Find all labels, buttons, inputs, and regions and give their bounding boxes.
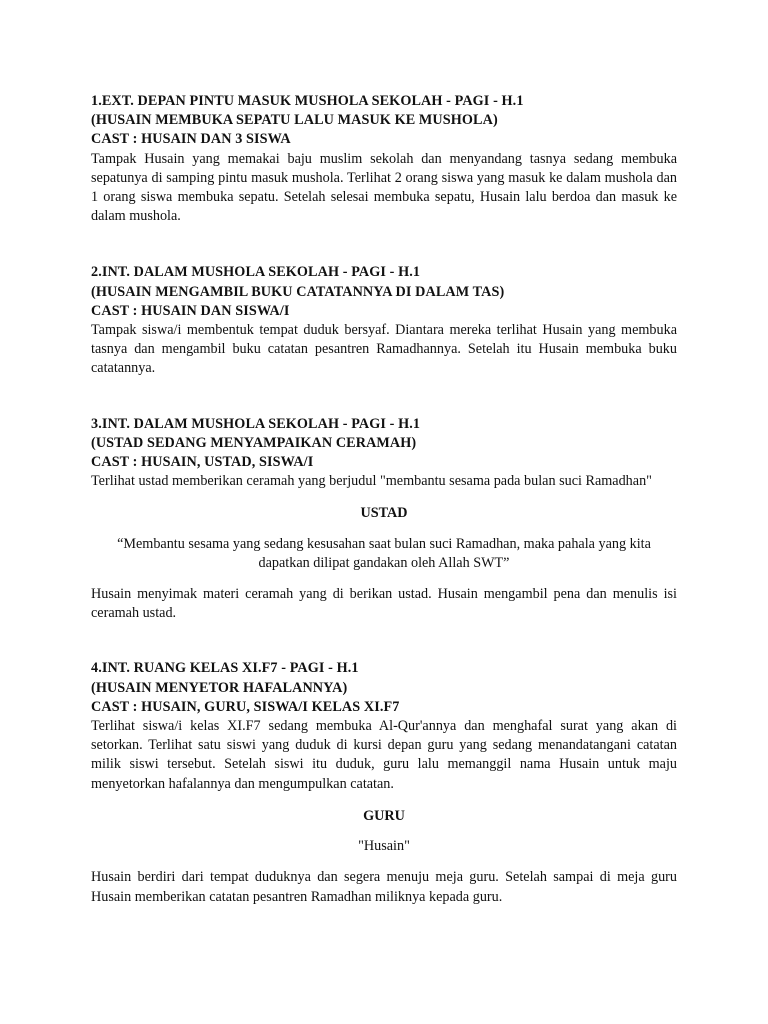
- dialogue-line: "Husain": [358, 838, 410, 855]
- scene-heading: 4.INT. RUANG KELAS XI.F7 - PAGI - H.1: [91, 660, 359, 677]
- scene-heading: 2.INT. DALAM MUSHOLA SEKOLAH - PAGI - H.1: [91, 264, 421, 281]
- scene-subheading: (HUSAIN MEMBUKA SEPATU LALU MASUK KE MUSHOLA): [91, 112, 498, 129]
- scene-action: Tampak Husain yang memakai baju muslim sekolah dan menyandang tasnya sedang membuka sepatunya di samping pintu masuk mushola. Terlihat 2 orang siswa yang masuk ke dalam mushola dan 1 orang siswa membuka sepatu. Setelah selesai membuka sepatu, Husain lalu berdoa dan masuk ke dalam mushola.: [91, 150, 677, 225]
- scene-subheading: (HUSAIN MENGAMBIL BUKU CATATANNYA DI DALAM TAS): [91, 283, 505, 300]
- scene-action-after: Husain berdiri dari tempat duduknya dan segera menuju meja guru. Setelah sampai di meja guru Husain memberikan catatan pesantren Ramadhan miliknya kepada guru.: [91, 869, 677, 905]
- character-name: GURU: [363, 807, 405, 824]
- scene-cast: CAST : HUSAIN DAN 3 SISWA: [91, 131, 291, 148]
- scene-action-after: Husain menyimak materi ceramah yang di berikan ustad. Husain mengambil pena dan menulis isi ceramah ustad.: [91, 586, 677, 622]
- scene-2: [91, 263, 677, 378]
- scene-cast: CAST : HUSAIN, USTAD, SISWA/I: [91, 454, 314, 471]
- dialogue-line: “Membantu sesama yang sedang kesusahan saat bulan suci Ramadhan, maka pahala yang kita dapatkan dilipat gandakan oleh Allah SWT”: [117, 535, 651, 571]
- scene-subheading: (USTAD SEDANG MENYAMPAIKAN CERAMAH): [91, 434, 417, 451]
- scene-action: Terlihat siswa/i kelas XI.F7 sedang membuka Al-Qur'annya dan menghafal surat yang akan di setorkan. Terlihat satu siswi yang duduk di kursi depan guru yang sedang menandatangani catatan milik siswi tersebut. Setelah siswi itu duduk, guru lalu memanggil nama Husain untuk maju menyetorkan hafalannya dan mengumpulkan catatan.: [91, 718, 677, 792]
- scene-subheading: (HUSAIN MENYETOR HAFALANNYA): [91, 679, 348, 696]
- screenplay-page: [91, 92, 677, 907]
- scene-action: Terlihat ustad memberikan ceramah yang berjudul "membantu sesama pada bulan suci Ramadhan": [91, 473, 652, 490]
- scene-heading: 1.EXT. DEPAN PINTU MASUK MUSHOLA SEKOLAH - PAGI - H.1: [91, 93, 524, 109]
- scene-4: [91, 659, 677, 906]
- scene-3: [91, 415, 677, 624]
- scene-cast: CAST : HUSAIN DAN SISWA/I: [91, 302, 290, 319]
- scene-heading: 3.INT. DALAM MUSHOLA SEKOLAH - PAGI - H.1: [91, 415, 421, 432]
- character-name: USTAD: [360, 505, 408, 522]
- scene-1: [91, 92, 677, 226]
- scene-cast: CAST : HUSAIN, GURU, SISWA/I KELAS XI.F7: [91, 698, 400, 715]
- scene-action: Tampak siswa/i membentuk tempat duduk bersyaf. Diantara mereka terlihat Husain yang membuka tasnya dan mengambil buku catatan pesantren Ramadhannya. Setelah itu Husain membuka buku catatannya.: [91, 322, 677, 377]
